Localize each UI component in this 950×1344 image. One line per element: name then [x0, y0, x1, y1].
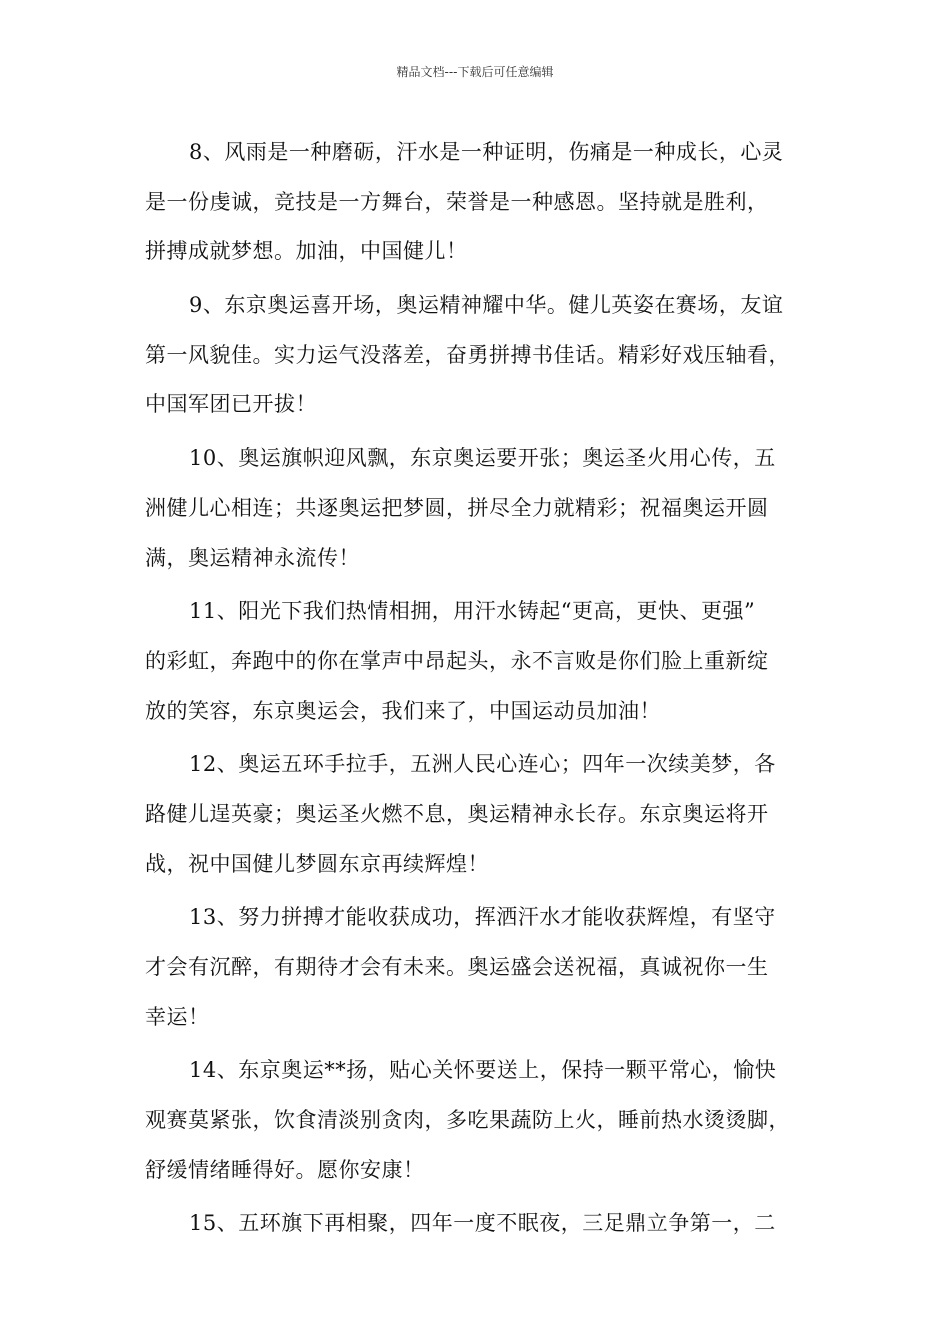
- text-line: 第一风貌佳。实力运气没落差，奋勇拼搏书佳话。精彩好戏压轴看，: [145, 342, 790, 367]
- text-line: 战，祝中国健儿梦圆东京再续辉煌！: [145, 851, 489, 876]
- paragraph-8: [145, 128, 807, 277]
- paragraph-10: [145, 434, 807, 583]
- text-line: 满，奥运精神永流传！: [145, 545, 360, 570]
- text-line: 15、五环旗下再相聚，四年一度不眠夜，三足鼎立争第一，二: [189, 1211, 776, 1236]
- text-line: 拼搏成就梦想。加油，中国健儿！: [145, 239, 468, 264]
- text-line: 11、阳光下我们热情相拥，用汗水铸起“更高，更快、更强”: [189, 599, 756, 624]
- page-header: 精品文档---下载后可任意编辑: [396, 65, 554, 79]
- text-line: 12、奥运五环手拉手，五洲人民心连心；四年一次续美梦，各: [189, 752, 776, 777]
- text-line: 舒缓情绪睡得好。愿你安康！: [145, 1157, 425, 1182]
- text-line: 8、风雨是一种磨砺，汗水是一种证明，伤痛是一种成长，心灵: [189, 140, 784, 164]
- text-line: 路健儿逞英豪；奥运圣火燃不息，奥运精神永长存。东京奥运将开: [145, 801, 769, 826]
- text-line: 洲健儿心相连；共逐奥运把梦圆，拼尽全力就精彩；祝福奥运开圆: [145, 495, 769, 520]
- text-line: 中国军团已开拔！: [145, 392, 317, 417]
- text-line: 放的笑容，东京奥运会，我们来了，中国运动员加油！: [145, 698, 661, 723]
- paragraph-11: [145, 587, 807, 736]
- text-line: 10、奥运旗帜迎风飘，东京奥运要开张；奥运圣火用心传，五: [189, 446, 776, 471]
- paragraph-12: [145, 740, 807, 889]
- paragraph-15: [145, 1199, 807, 1249]
- text-line: 幸运！: [145, 1004, 210, 1029]
- text-line: 是一份虔诚，竞技是一方舞台，荣誉是一种感恩。坚持就是胜利，: [145, 189, 769, 214]
- document-body: [145, 128, 807, 1253]
- paragraph-13: [145, 893, 807, 1042]
- text-line: 13、努力拼搏才能收获成功，挥洒汗水才能收获辉煌，有坚守: [189, 905, 776, 930]
- text-line: 才会有沉醉，有期待才会有未来。奥运盛会送祝福，真诚祝你一生: [145, 955, 769, 979]
- paragraph-14: [145, 1046, 807, 1195]
- paragraph-9: [145, 281, 807, 430]
- text-line: 9、东京奥运喜开场，奥运精神耀中华。健儿英姿在赛场，友谊: [189, 293, 784, 318]
- text-line: 的彩虹，奔跑中的你在掌声中昂起头，永不言败是你们脸上重新绽: [145, 648, 769, 673]
- text-line: 观赛莫紧张，饮食清淡别贪肉，多吃果蔬防上火，睡前热水烫烫脚，: [145, 1108, 790, 1133]
- text-line: 14、东京奥运**扬，贴心关怀要送上，保持一颗平常心，愉快: [189, 1058, 777, 1083]
